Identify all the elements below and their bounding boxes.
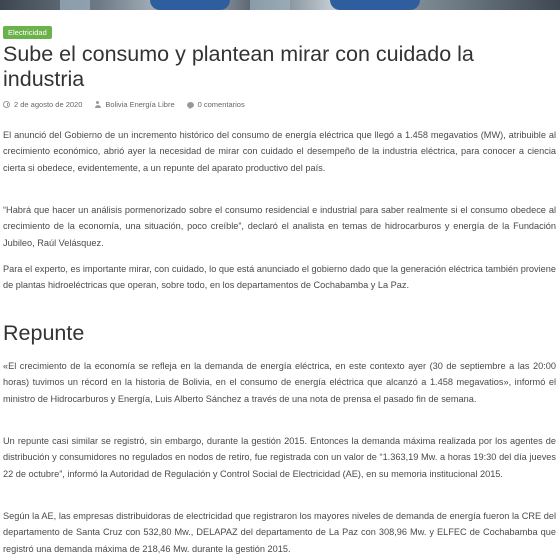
clock-icon <box>3 101 10 108</box>
post-date[interactable]: 2 de agosto de 2020 <box>14 100 83 109</box>
paragraph-2: “Habrá que hacer un análisis pormenorizado sobre el consumo residencial e industrial para saber realmente si el consumo obedece al crecimiento de la economía, una situación, poco creíble”, declaró el analista en temas de hidrocarburos y energía de la Fundación Jubileo, Raúl Velásquez. <box>3 205 556 248</box>
category-badge[interactable]: Electricidad <box>3 26 52 39</box>
user-icon <box>94 101 101 108</box>
paragraph-4: «El crecimiento de la economía se refleja en la demanda de energía eléctrica, en este contexto ayer (30 de septiembre a las 20:00 horas) tuvimos un récord en la historia de Bolivia, en el consumo de energía eléctrica que alcanzó a 1.458 megavatios», informó el ministro de Hidrocarburos y Energía, Luis Alberto Sánchez a través de una nota de prensa el pasado fin de semana. <box>3 361 556 404</box>
paragraph-1: El anunció del Gobierno de un incremento histórico del consumo de energía eléctrica que llegó a 1.458 megavatios (MW), atribuible al crecimiento económico, abrió ayer la necesidad de mirar con cuidado el desempeño de la industria eléctrica, para conocer a ciencia cierta si obedece, evidentemente, a un repunte del aparato productivo del país. <box>3 130 556 173</box>
post-comments[interactable]: 0 comentarios <box>197 100 245 109</box>
comment-icon <box>187 102 194 108</box>
article-title: Sube el consumo y plantean mirar con cuidado la industria <box>3 42 474 91</box>
paragraph-6: Según la AE, las empresas distribuidoras de electricidad que registraron los mayores niveles de demanda de energía fueron la CRE del departamento de Santa Cruz con 532,80 Mw., DELAPAZ del departamento de La Paz con 308,96 Mw. y ELFEC de Cochabamba que registró una demanda máxima de 218,46 Mw. durante la gestión 2015. <box>3 511 556 554</box>
featured-image <box>0 0 560 14</box>
paragraph-5: Un repunte casi similar se registró, sin embargo, durante la gestión 2015. Entonces la demanda máxima realizada por los agentes de distribución y consumidores no regulados en nodos de retiro, fue registrada con un valor de “1.363,19 Mw. a horas 19:30 del día jueves 22 de octubre”, informó la Autoridad de Regulación y Control Social de Electricidad (AE), en su memoria institucional 2015. <box>3 436 556 479</box>
section-heading: Repunte <box>3 321 85 345</box>
post-author[interactable]: Bolivia Energía Libre <box>105 100 175 109</box>
paragraph-3: Para el experto, es importante mirar, con cuidado, lo que está anunciado el gobierno dado que la generación eléctrica también proviene de plantas hidroeléctricas que operan, sobre todo, en los departamentos de Cochabamba y La Paz. <box>3 264 556 291</box>
post-meta <box>3 100 245 109</box>
